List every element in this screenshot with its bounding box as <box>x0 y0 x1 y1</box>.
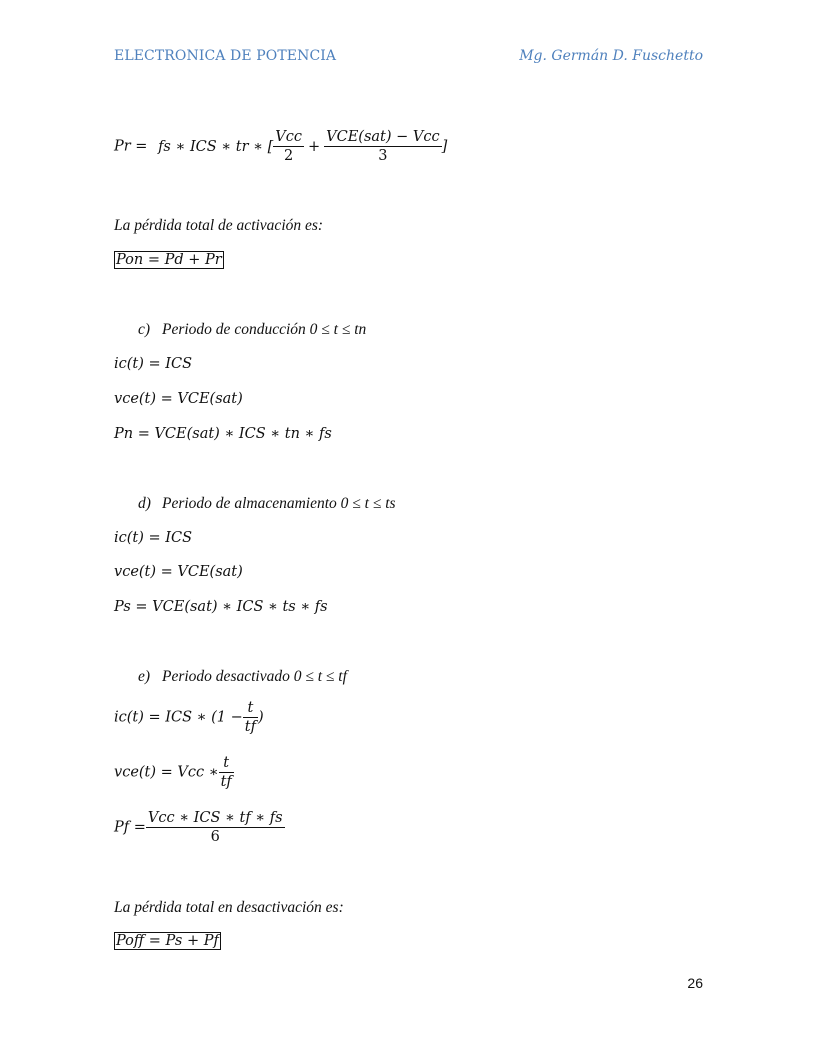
section-d-title: Periodo de almacenamiento 0 ≤ t ≤ ts <box>162 495 396 512</box>
pr-plus: + <box>307 138 321 155</box>
section-c-letter: c) <box>138 321 151 338</box>
e-ic-denominator: tf <box>244 719 256 735</box>
e-vce-lhs: vce(t) = Vcc ∗ <box>114 764 219 781</box>
total-off-label: La pérdida total en desactivación es: <box>114 899 344 916</box>
e-ic-numerator: t <box>243 700 258 718</box>
e-vce-denominator: tf <box>220 774 232 790</box>
equation-d-vce: vce(t) = VCE(sat) <box>114 564 243 580</box>
section-e-letter: e) <box>138 668 151 685</box>
header-author: Mg. Germán D. Fuschetto <box>519 48 703 64</box>
section-e-title: Periodo desactivado 0 ≤ t ≤ tf <box>162 668 347 685</box>
e-ic-fraction <box>243 700 258 735</box>
pr-fraction-2 <box>324 129 441 164</box>
equation-d-ps: Ps = VCE(sat) ∗ ICS ∗ ts ∗ fs <box>114 599 328 615</box>
pr-f1-numerator: Vcc <box>275 129 302 145</box>
equation-c-ic: ic(t) = ICS <box>114 356 193 372</box>
equation-c-vce: vce(t) = VCE(sat) <box>114 391 243 407</box>
section-c-heading <box>138 321 366 339</box>
e-vce-numerator: t <box>219 755 234 773</box>
section-e-heading <box>138 668 347 686</box>
e-pf-denominator: 6 <box>210 829 220 845</box>
equation-e-pf <box>114 810 285 845</box>
section-c-title: Periodo de conducción 0 ≤ t ≤ tn <box>162 321 367 338</box>
pr-fraction-1 <box>273 129 304 164</box>
page-number: 26 <box>687 975 703 991</box>
equation-d-ic: ic(t) = ICS <box>114 530 193 546</box>
equation-e-ic <box>114 700 264 735</box>
equation-e-vce <box>114 755 234 790</box>
equation-pr <box>114 129 447 164</box>
pr-prefix: fs ∗ ICS ∗ tr ∗ [ <box>158 138 274 155</box>
total-on-label: La pérdida total de activación es: <box>114 217 324 234</box>
pr-lhs: Pr = <box>114 138 148 155</box>
e-pf-numerator: Vcc ∗ ICS ∗ tf ∗ fs <box>147 810 283 826</box>
section-d-heading <box>138 495 396 513</box>
pr-f1-denominator: 2 <box>284 148 294 164</box>
equation-c-pn: Pn = VCE(sat) ∗ ICS ∗ tn ∗ fs <box>114 426 332 442</box>
pr-f2-denominator: 3 <box>378 148 388 164</box>
pon-boxed: Pon = Pd + Pr <box>116 252 222 268</box>
header-title: ELECTRONICA DE POTENCIA <box>114 48 337 64</box>
e-ic-lhs: ic(t) = ICS ∗ (1 − <box>114 709 243 726</box>
section-d-letter: d) <box>138 495 151 512</box>
pr-suffix: ] <box>441 138 448 155</box>
poff-boxed: Poff = Ps + Pf <box>116 933 219 949</box>
e-ic-close: ) <box>257 709 264 726</box>
equation-pon <box>114 252 224 268</box>
e-pf-lhs: Pf = <box>114 819 146 836</box>
e-vce-fraction <box>219 755 234 790</box>
equation-poff <box>114 933 221 949</box>
e-pf-fraction <box>146 810 285 845</box>
pr-f2-numerator: VCE(sat) − Vcc <box>326 129 440 145</box>
